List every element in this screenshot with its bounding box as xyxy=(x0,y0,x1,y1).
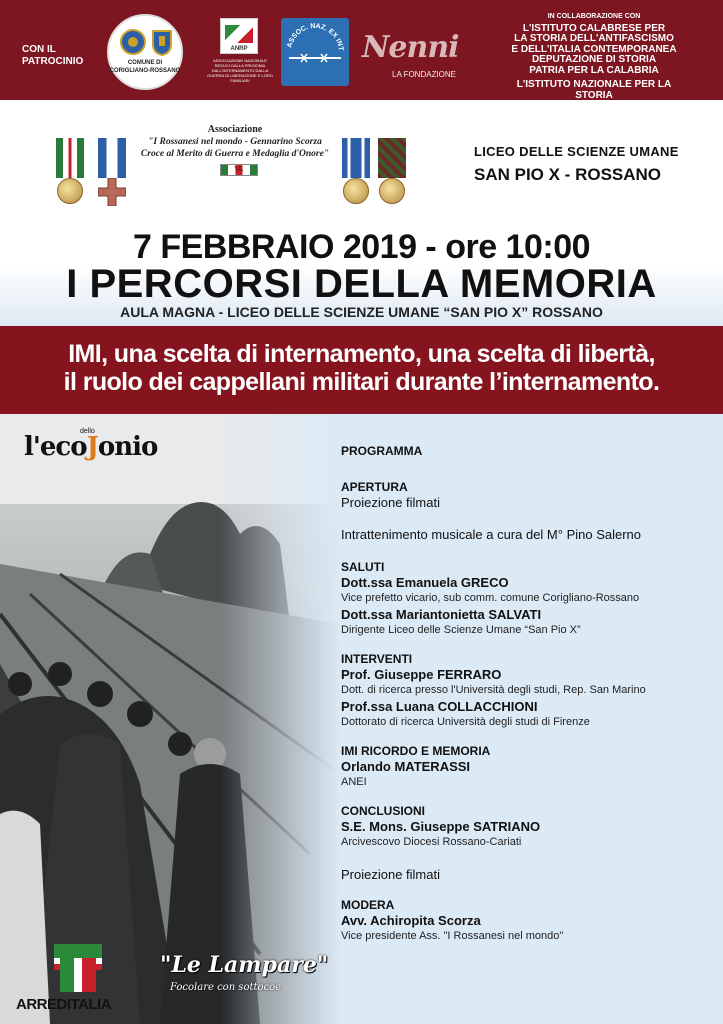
saluti-heading: SALUTI xyxy=(341,560,385,574)
speaker-name: Dott.ssa Emanuela GRECO xyxy=(341,575,509,590)
collab-line: L'ISTITUTO NAZIONALE PER LA STORIA xyxy=(516,79,672,101)
lampare-logo xyxy=(160,952,330,1012)
patrocinio-label: CON IL PATROCINIO xyxy=(22,44,84,67)
lampare-subtitle: Focolare con sottocoe xyxy=(170,982,282,993)
collab-line: PATRIA PER LA CALABRIA xyxy=(529,64,659,76)
subtitle-line1: IMI, una scelta di internamento, una scelta di libertà, xyxy=(68,340,655,368)
fondazione-script: Nenni xyxy=(362,30,459,65)
proiezione-item: Proiezione filmati xyxy=(341,867,440,882)
liceo-line2: SAN PIO X - ROSSANO xyxy=(474,165,662,184)
fondazione-logo xyxy=(362,30,462,90)
ecojonio-dello: dello xyxy=(80,428,95,435)
comune-shields-icon xyxy=(119,28,175,56)
subtitle-line2: il ruolo dei cappellani militari durante l’internamento. xyxy=(63,368,660,396)
ecojonio-post: onio xyxy=(97,432,158,462)
arreditalia-logo xyxy=(16,944,146,1014)
arreditalia-icon xyxy=(54,944,102,992)
program-list xyxy=(341,444,721,944)
speaker-role: Dirigente Liceo delle Scienze Umane “San Pio X” xyxy=(341,624,581,636)
collab-line: DEL RISORGIMENTO ITALIANO xyxy=(518,100,669,111)
comune-label: COMUNE DI xyxy=(127,60,163,66)
imi-heading: IMI RICORDO E MEMORIA xyxy=(341,744,491,758)
anrp-text: ANRP xyxy=(230,46,248,52)
speaker-role: Dott. di ricerca presso l'Università degli studi, Rep. San Marino xyxy=(341,684,646,696)
speaker-name: Avv. Achiropita Scorza xyxy=(341,913,481,928)
association-subtitle: Croce al Merito di Guerra e Medaglia d'Onore" xyxy=(140,149,330,159)
event-title: I PERCORSI DELLA MEMORIA xyxy=(66,262,657,306)
anrp-box xyxy=(220,18,258,54)
event-date: 7 FEBBRAIO 2019 - ore 10:00 xyxy=(132,228,591,266)
event-venue: AULA MAGNA - LICEO DELLE SCIENZE UMANE “SAN PIO X” ROSSANO xyxy=(120,304,603,320)
svg-text:ASSOC. NAZ. EX INTERNATI xyxy=(281,18,344,52)
historical-photo xyxy=(0,414,340,1024)
association-name: "I Rossanesi nel mondo - Gennarino Scorza xyxy=(148,137,322,147)
apertura-item: Proiezione filmati xyxy=(341,495,440,510)
ecojonio-pre: l'eco xyxy=(24,432,87,462)
speaker-role: Arcivescovo Diocesi Rossano-Cariati xyxy=(341,836,522,848)
speaker-role: Dottorato di ricerca Università degli studi di Firenze xyxy=(341,716,590,728)
top-banner xyxy=(0,0,723,111)
collab-line: LA STORIA DELL'ANTIFASCISMO xyxy=(514,33,674,44)
collab-line: L'ISTITUTO CALABRESE PER xyxy=(522,22,666,34)
speaker-role: ANEI xyxy=(341,776,367,788)
apertura-heading: APERTURA xyxy=(341,480,408,494)
association-text xyxy=(130,124,340,160)
fondazione-label: LA FONDAZIONE xyxy=(392,70,457,79)
ecojonio-logo xyxy=(24,428,158,462)
speaker-name: Dott.ssa Mariantonietta SALVATI xyxy=(341,607,542,622)
anrp-logo xyxy=(205,14,275,94)
prisoners-photo-image xyxy=(0,414,340,1024)
collab-line: DEPUTAZIONE DI STORIA xyxy=(531,54,657,65)
conclusioni-heading: CONCLUSIONI xyxy=(341,804,425,818)
program-title: PROGRAMMA xyxy=(341,444,423,458)
association-label: Associazione xyxy=(207,124,263,135)
speaker-name: Prof. Giuseppe FERRARO xyxy=(341,667,502,682)
liceo-line1: LICEO DELLE SCIENZE UMANE xyxy=(474,144,679,159)
speaker-name: Prof.ssa Luana COLLACCHIONI xyxy=(341,699,538,714)
speaker-role: Vice prefetto vicario, sub comm. comune Corigliano-Rossano xyxy=(341,592,640,604)
anei-text: ASSOC. NAZ. EX INT xyxy=(286,22,345,52)
interventi-heading: INTERVENTI xyxy=(341,652,413,666)
association-block xyxy=(50,120,420,210)
anrp-subtitle: ASSOCIAZIONE NAZIONALE REDUCI DALLA PRIGIONIA DALL'INTERNAMENTO DALLA GUERRA DI LIBERAZIONE E LORO FAMILIARI xyxy=(207,58,273,83)
comune-name: CORIGLIANO-ROSSANO xyxy=(109,68,181,74)
speaker-role: Vice presidente Ass. "I Rossanesi nel mondo" xyxy=(341,930,564,942)
intrattenimento-item: Intrattenimento musicale a cura del M° Pino Salerno xyxy=(341,527,642,542)
modera-heading: MODERA xyxy=(341,898,395,912)
speaker-name: S.E. Mons. Giuseppe SATRIANO xyxy=(341,819,541,834)
anei-logo xyxy=(281,18,349,86)
barbed-wire-icon xyxy=(281,18,349,86)
speaker-name: Orlando MATERASSI xyxy=(341,759,471,774)
flag-icon xyxy=(225,25,253,43)
ribbon-text: VL xyxy=(234,166,244,173)
collab-line: E DELL'ITALIA CONTEMPORANEA xyxy=(511,43,677,55)
ecojonio-j: J xyxy=(86,432,98,462)
ribbon-icon xyxy=(220,164,258,176)
lampare-title: "Le Lampare" xyxy=(160,952,329,978)
collaboration-block xyxy=(499,12,689,112)
liceo-block xyxy=(474,144,679,185)
comune-logo xyxy=(107,14,183,90)
subtitle-banner xyxy=(0,326,723,414)
collab-intro: IN COLLABORAZIONE CON xyxy=(547,13,641,20)
arreditalia-text: ARREDITALIA xyxy=(16,996,112,1013)
program-section xyxy=(0,414,723,1024)
